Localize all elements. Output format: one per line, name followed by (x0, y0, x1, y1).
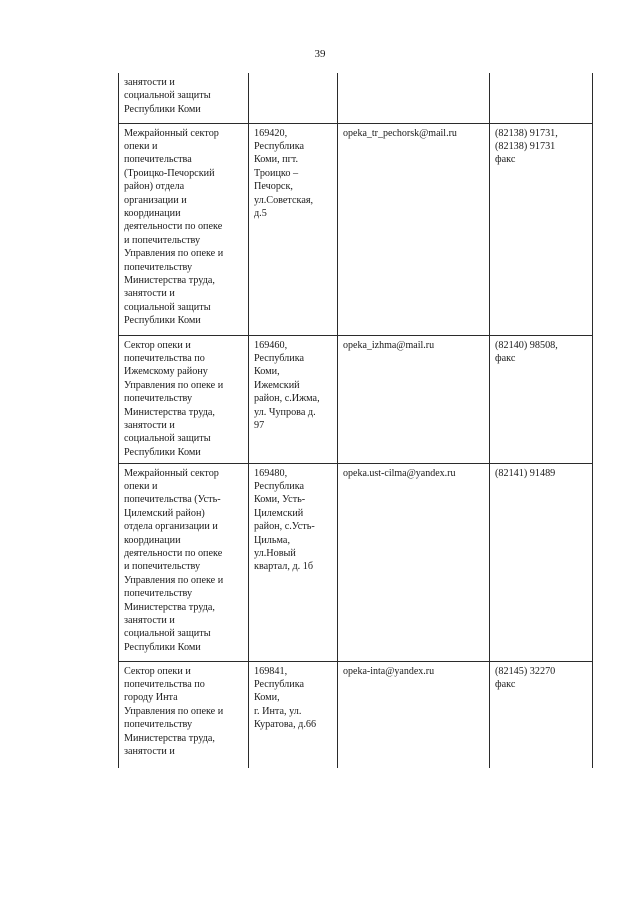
address-cell: 169420, Республика Коми, пгт. Троицко – Печорск, ул.Советская, д.5 (249, 123, 338, 335)
table-row (119, 463, 593, 661)
table-row (119, 123, 593, 335)
table-row (119, 73, 593, 123)
email-cell: opeka_izhma@mail.ru (338, 335, 490, 463)
phone-cell: (82138) 91731, (82138) 91731 факс (490, 123, 593, 335)
org-name-cell: Сектор опеки и попечительства по городу Инта Управления по опеке и попечительству Министерства труда, занятости и (119, 661, 249, 768)
phone-cell: (82140) 98508, факс (490, 335, 593, 463)
page-number: 39 (314, 48, 326, 60)
phone-cell (490, 73, 593, 123)
org-name-cell: занятости и социальной защиты Республики Коми (119, 73, 249, 123)
address-cell (249, 73, 338, 123)
address-cell: 169841, Республика Коми, г. Инта, ул. Куратова, д.66 (249, 661, 338, 768)
table-row (119, 335, 593, 463)
table-row (119, 661, 593, 768)
phone-cell: (82141) 91489 (490, 463, 593, 661)
address-cell: 169480, Республика Коми, Усть- Цилемский район, с.Усть- Цильма, ул.Новый квартал, д. 1б (249, 463, 338, 661)
email-cell: opeka_tr_pechorsk@mail.ru (338, 123, 490, 335)
address-cell: 169460, Республика Коми, Ижемский район, с.Ижма, ул. Чупрова д. 97 (249, 335, 338, 463)
contacts-table (118, 73, 593, 768)
email-cell: opeka-inta@yandex.ru (338, 661, 490, 768)
email-cell (338, 73, 490, 123)
org-name-cell: Межрайонный сектор опеки и попечительства (Усть- Цилемский район) отдела организации и координации деятельности по опеке и попечительству Управления по опеке и попечительству Министерства труда, занятости и социальной защиты Республики Коми (119, 463, 249, 661)
org-name-cell: Межрайонный сектор опеки и попечительства (Троицко-Печорский район) отдела организации и координации деятельности по опеке и попечительству Управления по опеке и попечительству Министерства труда, занятости и социальной защиты Республики Коми (119, 123, 249, 335)
phone-cell: (82145) 32270 факс (490, 661, 593, 768)
email-cell: opeka.ust-cilma@yandex.ru (338, 463, 490, 661)
org-name-cell: Сектор опеки и попечительства по Ижемскому району Управления по опеке и попечительству Министерства труда, занятости и социальной защиты Республики Коми (119, 335, 249, 463)
